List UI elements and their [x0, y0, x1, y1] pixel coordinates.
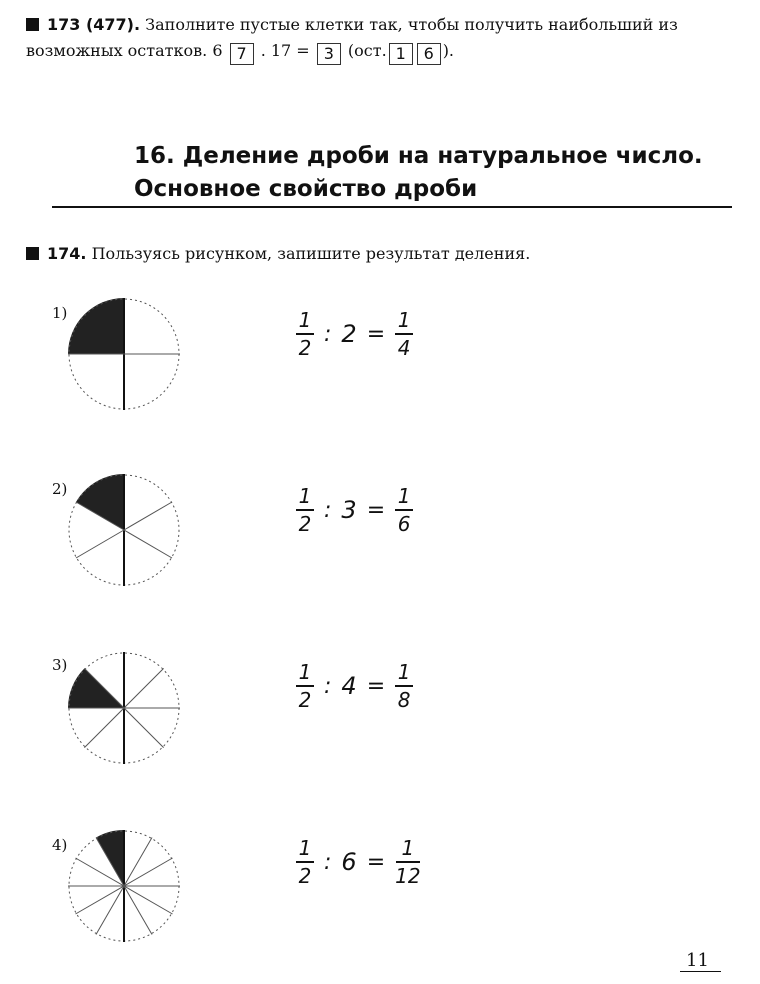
equals-sign: = — [366, 673, 386, 699]
section-title — [134, 140, 703, 206]
item-label: 2) — [52, 480, 68, 498]
equation-2 — [296, 484, 413, 536]
fraction: $\frac{1}{2}$ — [296, 660, 314, 712]
task-text: Заполните пустые клетки так, чтобы получить наибольший из возможных остатков. 6 — [26, 15, 678, 60]
answer-box[interactable]: 6 — [417, 43, 441, 65]
section-title-line: Основное свойство дроби — [134, 176, 478, 202]
task-number: 173 (477). — [47, 15, 141, 34]
answer-box[interactable]: 1 — [389, 43, 413, 65]
result-fraction: $\frac{1}{8}$ — [395, 660, 413, 712]
task-174 — [26, 244, 530, 263]
task-text: (ост. — [347, 41, 387, 60]
fraction-circle-3 — [68, 652, 180, 764]
answer-box[interactable]: 3 — [317, 43, 341, 65]
colon-sign: : — [324, 673, 332, 699]
colon-sign: : — [324, 497, 332, 523]
fraction: $\frac{1}{2}$ — [296, 484, 314, 536]
equals-sign: = — [366, 321, 386, 347]
item-label: 1) — [52, 304, 68, 322]
divisor: 6 — [341, 848, 357, 876]
fraction-circle-2 — [68, 474, 180, 586]
result-fraction: $\frac{1}{12}$ — [395, 836, 421, 888]
fraction-circle-1 — [68, 298, 180, 410]
task-text: ). — [442, 41, 455, 60]
equals-sign: = — [366, 849, 386, 875]
section-divider — [52, 206, 732, 208]
page-number: 11 — [680, 950, 721, 972]
answer-box[interactable]: 7 — [230, 43, 254, 65]
task-marker-icon — [26, 247, 39, 260]
task-number: 174. — [47, 244, 87, 263]
task-marker-icon — [26, 18, 39, 31]
task-text: Пользуясь рисунком, запишите результат деления. — [91, 244, 531, 263]
equals-sign: = — [366, 497, 386, 523]
task-173 — [26, 12, 736, 65]
result-fraction: $\frac{1}{4}$ — [395, 308, 413, 360]
fraction: $\frac{1}{2}$ — [296, 836, 314, 888]
section-title-line: 16. Деление дроби на натуральное число. — [134, 143, 703, 169]
item-label: 4) — [52, 836, 68, 854]
equation-1 — [296, 308, 413, 360]
divisor: 2 — [341, 320, 357, 348]
fraction: $\frac{1}{2}$ — [296, 308, 314, 360]
equation-4 — [296, 836, 421, 888]
divisor: 4 — [341, 672, 357, 700]
fraction-circle-4 — [68, 830, 180, 942]
colon-sign: : — [324, 849, 332, 875]
result-fraction: $\frac{1}{6}$ — [395, 484, 413, 536]
item-label: 3) — [52, 656, 68, 674]
equation-3 — [296, 660, 413, 712]
colon-sign: : — [324, 321, 332, 347]
task-text: . 17 = — [260, 41, 310, 60]
divisor: 3 — [341, 496, 357, 524]
